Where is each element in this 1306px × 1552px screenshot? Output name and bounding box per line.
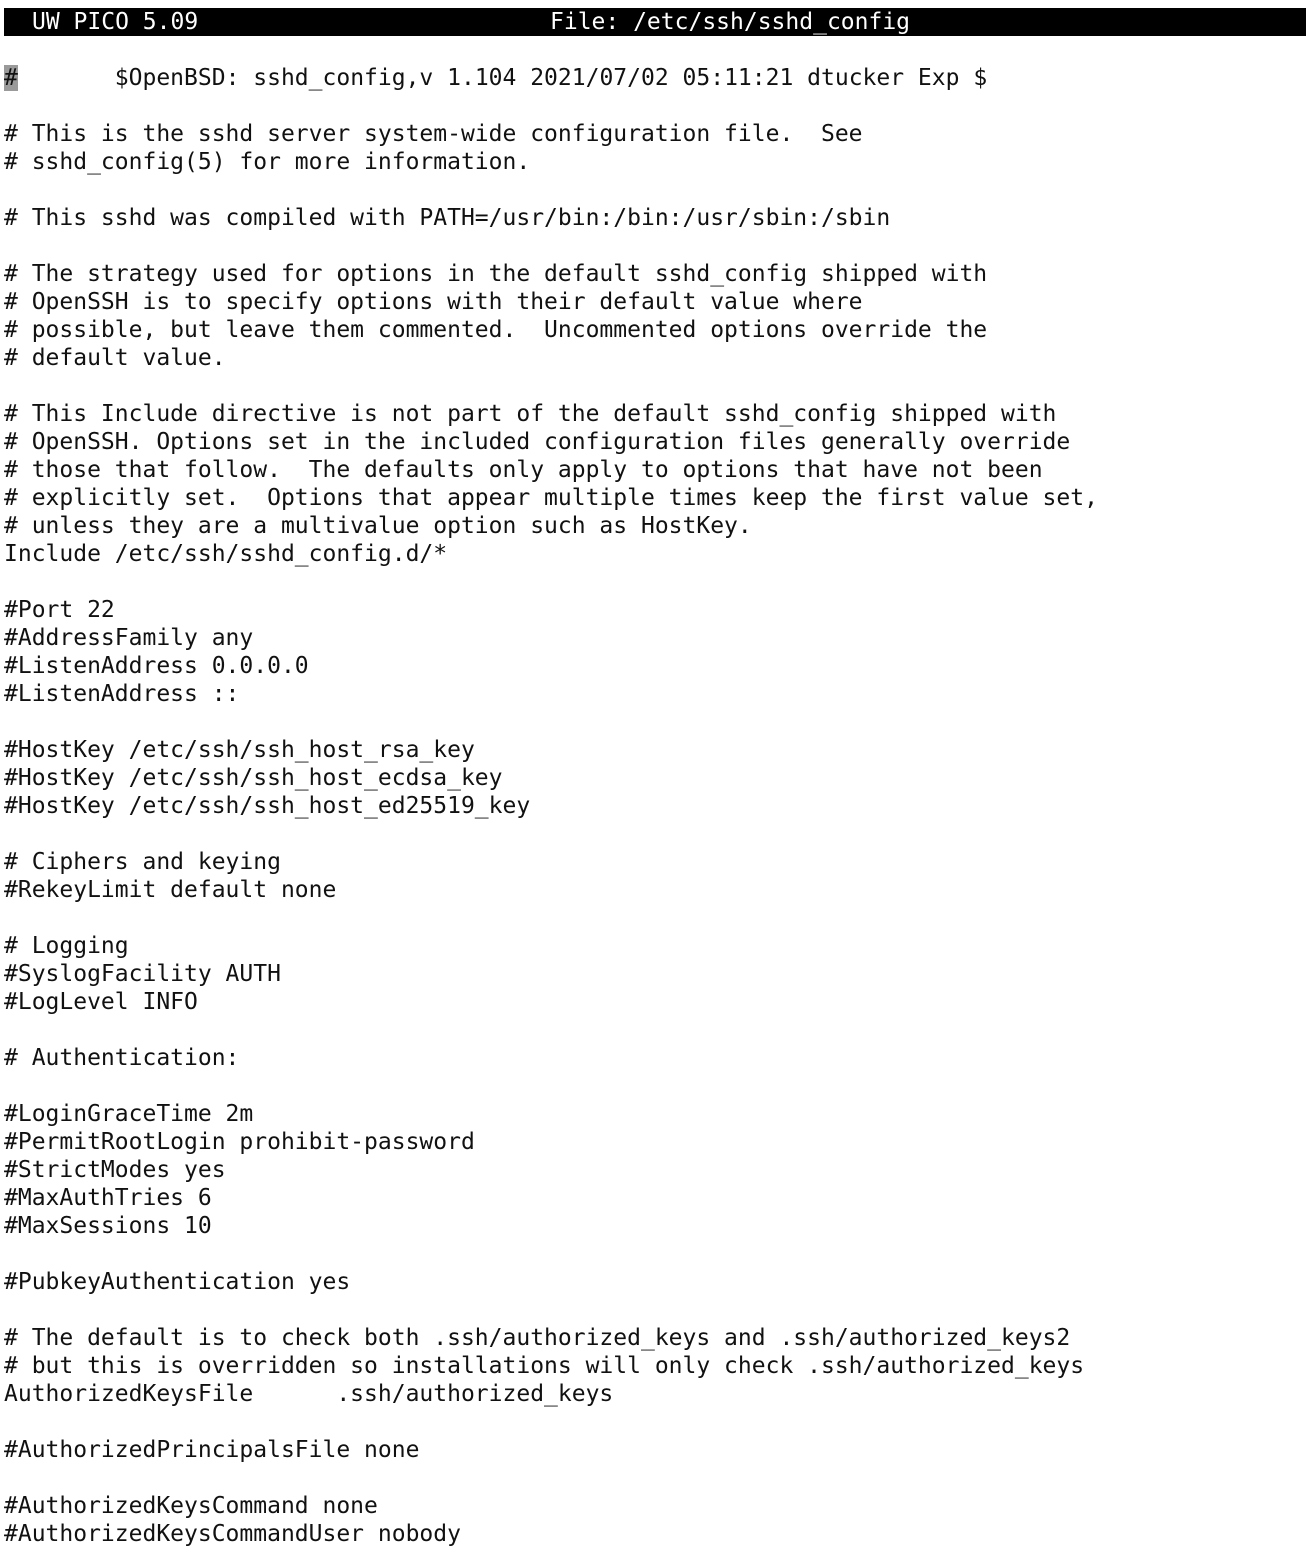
editor-line[interactable]: # default value. (4, 345, 226, 371)
editor-line[interactable]: AuthorizedKeysFile .ssh/authorized_keys (4, 1381, 614, 1407)
app-name: UW PICO 5.09 (32, 9, 199, 35)
editor-line[interactable]: #ListenAddress :: (4, 681, 240, 707)
editor-line[interactable]: #AddressFamily any (4, 625, 254, 651)
title-bar (4, 8, 1306, 36)
text-cursor: # (4, 65, 18, 91)
editor-lines[interactable] (4, 92, 1304, 1548)
editor-line[interactable]: #ListenAddress 0.0.0.0 (4, 653, 309, 679)
editor-line[interactable] (4, 1408, 1304, 1436)
editor-line[interactable]: # The strategy used for options in the default sshd_config shipped with (4, 261, 988, 287)
file-name-label: File: /etc/ssh/sshd_config (550, 9, 911, 35)
editor-line[interactable]: #PubkeyAuthentication yes (4, 1269, 351, 1295)
editor-line[interactable]: #MaxSessions 10 (4, 1213, 212, 1239)
editor-line[interactable]: # This is the sshd server system-wide configuration file. See (4, 121, 863, 147)
editor-line[interactable] (4, 904, 1304, 932)
editor-line[interactable]: #Port 22 (4, 597, 115, 623)
editor-line[interactable]: #SyslogFacility AUTH (4, 961, 281, 987)
editor-line[interactable] (4, 1464, 1304, 1492)
editor-line[interactable]: # Authentication: (4, 1045, 240, 1071)
editor-line[interactable] (4, 176, 1304, 204)
editor-line[interactable]: # possible, but leave them commented. Uncommented options override the (4, 317, 988, 343)
editor-line[interactable] (4, 708, 1304, 736)
editor-line[interactable]: #LogLevel INFO (4, 989, 198, 1015)
editor-line[interactable] (4, 92, 1304, 120)
editor-line[interactable]: #AuthorizedPrincipalsFile none (4, 1437, 420, 1463)
editor-line[interactable] (4, 64, 1304, 92)
text-editor-area[interactable] (4, 64, 1304, 1548)
editor-line[interactable]: # those that follow. The defaults only apply to options that have not been (4, 457, 1043, 483)
editor-line[interactable] (4, 1296, 1304, 1324)
editor-line[interactable]: #AuthorizedKeysCommandUser nobody (4, 1521, 461, 1547)
editor-line[interactable] (4, 1072, 1304, 1100)
editor-line[interactable]: #HostKey /etc/ssh/ssh_host_ed25519_key (4, 793, 531, 819)
editor-line[interactable]: Include /etc/ssh/sshd_config.d/* (4, 541, 448, 567)
editor-line[interactable]: # OpenSSH is to specify options with their default value where (4, 289, 863, 315)
editor-line[interactable] (4, 820, 1304, 848)
editor-line[interactable]: #StrictModes yes (4, 1157, 226, 1183)
editor-line[interactable]: # This Include directive is not part of the default sshd_config shipped with (4, 401, 1057, 427)
editor-line[interactable]: #HostKey /etc/ssh/ssh_host_ecdsa_key (4, 765, 503, 791)
editor-line[interactable]: # The default is to check both .ssh/authorized_keys and .ssh/authorized_keys2 (4, 1325, 1071, 1351)
editor-line[interactable]: # OpenSSH. Options set in the included configuration files generally override (4, 429, 1071, 455)
line-text: $OpenBSD: sshd_config,v 1.104 2021/07/02 05:11:21 dtucker Exp $ (17, 65, 988, 91)
editor-line[interactable]: # unless they are a multivalue option such as HostKey. (4, 513, 752, 539)
editor-line[interactable]: # This sshd was compiled with PATH=/usr/bin:/bin:/usr/sbin:/sbin (4, 205, 891, 231)
editor-line[interactable]: # Ciphers and keying (4, 849, 281, 875)
editor-line[interactable]: # explicitly set. Options that appear multiple times keep the first value set, (4, 485, 1098, 511)
editor-line[interactable]: #HostKey /etc/ssh/ssh_host_rsa_key (4, 737, 475, 763)
editor-line[interactable] (4, 372, 1304, 400)
editor-line[interactable]: #AuthorizedKeysCommand none (4, 1493, 378, 1519)
editor-line[interactable] (4, 1240, 1304, 1268)
editor-line[interactable]: #RekeyLimit default none (4, 877, 337, 903)
editor-line[interactable]: # Logging (4, 933, 129, 959)
editor-line[interactable]: #MaxAuthTries 6 (4, 1185, 212, 1211)
editor-line[interactable] (4, 232, 1304, 260)
editor-line[interactable] (4, 1016, 1304, 1044)
editor-line[interactable]: #PermitRootLogin prohibit-password (4, 1129, 475, 1155)
editor-line[interactable]: #LoginGraceTime 2m (4, 1101, 254, 1127)
editor-line[interactable]: # but this is overridden so installations will only check .ssh/authorized_keys (4, 1353, 1085, 1379)
editor-line[interactable]: # sshd_config(5) for more information. (4, 149, 531, 175)
editor-line[interactable] (4, 568, 1304, 596)
